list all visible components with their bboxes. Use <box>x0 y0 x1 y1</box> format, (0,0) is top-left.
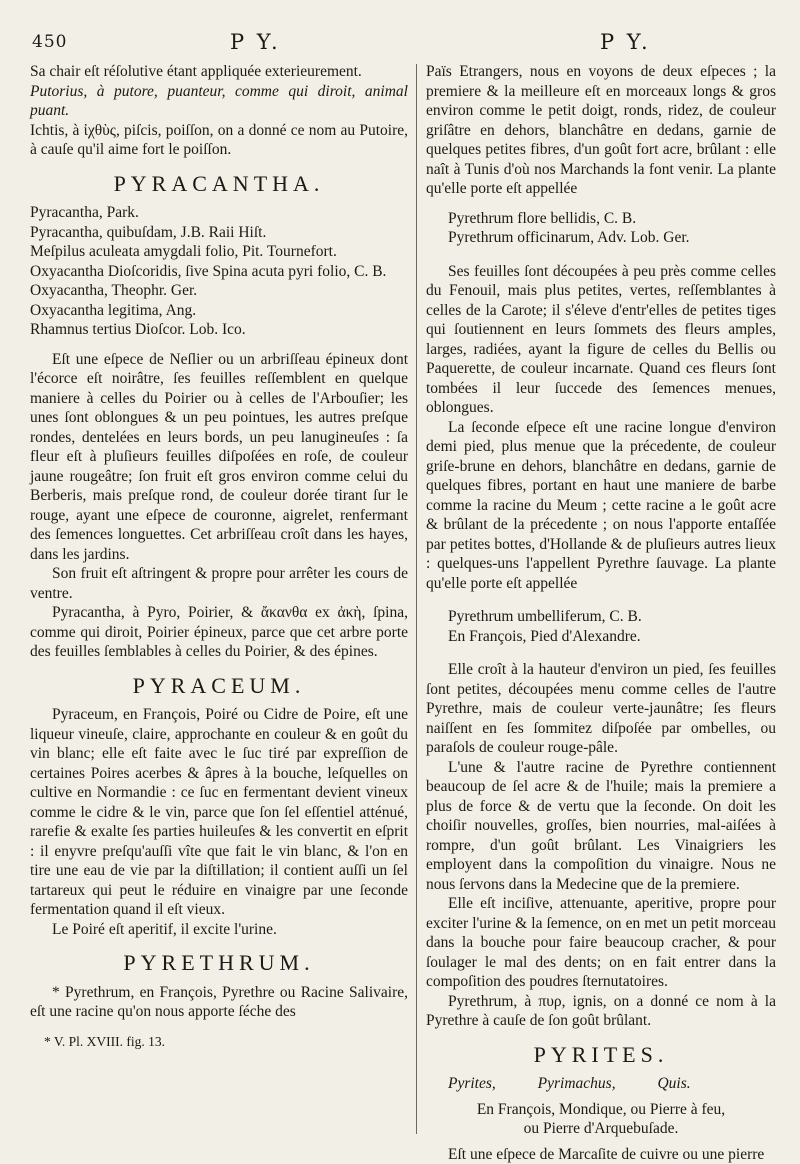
left-column <box>30 62 408 1051</box>
synonym-list <box>30 203 408 340</box>
synonym: Pyrethrum umbelliferum, C. B. <box>426 607 776 627</box>
intro-line: Sa chair eſt réſolutive étant appliquée exterieurement. <box>30 62 408 82</box>
entry-heading-pyrethrum: PYRETHRUM. <box>30 953 408 973</box>
synonym: Oxyacantha Dioſcoridis, ſive Spina acuta pyri folio, C. B. <box>30 262 408 282</box>
entry-heading-pyracantha: PYRACANTHA. <box>30 174 408 194</box>
paragraph: Ses feuilles ſont découpées à peu près comme celles du Fenouil, mais plus petites, vertes, reſſemblantes à celles de la Carote; il s'éleve d'entr'elles de petites tiges qui ſoutiennent en leurs ſommets des fleurs amples, larges, radiées, ayant la figure de celles du Bellis ou Paquerette, de couleur incarnate. Quand ces fleurs ſont tombées il leur ſuccede des ſemences menues, oblongues. <box>426 262 776 418</box>
synonym: Pyracantha, Park. <box>30 203 408 223</box>
paragraph: Elle eſt inciſive, attenuante, aperitive, propre pour exciter l'urine & la ſemence, on en met un petit morceau dans la bouche pour faire beaucoup cracher, & pour ſoulager le mal des dents; on en fait entrer dans la compoſition des poudres ſternutatoires. <box>426 894 776 992</box>
pyrites-name: Quis. <box>657 1075 690 1092</box>
synonym: Oxyacantha, Theophr. Ger. <box>30 281 408 301</box>
entry-heading-pyraceum: PYRACEUM. <box>30 676 408 696</box>
paragraph: Elle croît à la hauteur d'environ un pied, ſes feuilles ſont petites, découpées menu comme celles de l'autre Pyrethre, mais de couleur verte-jaunâtre; ſes fleurs naiſſent en ſes ſommitez diſpoſée par ombelles, ou paraſols de couleur rouge-pâle. <box>426 660 776 758</box>
paragraph: Le Poiré eſt aperitif, il excite l'urine. <box>30 920 408 940</box>
running-head-left: P Y. <box>230 30 281 54</box>
entry-heading-pyrites: PYRITES. <box>426 1045 776 1065</box>
synonym: Oxyacantha legitima, Ang. <box>30 301 408 321</box>
pyrites-name: Pyrimachus, <box>538 1075 616 1092</box>
column-divider <box>416 64 417 1134</box>
synonym: Rhamnus tertius Dioſcor. Lob. Ico. <box>30 320 408 340</box>
running-head-right: P Y. <box>600 30 651 54</box>
pyrites-name: Pyrites, <box>448 1075 496 1092</box>
paragraph: Pyracantha, à Pyro, Poirier, & ἄκανθα ex ἀκὴ, ſpina, comme qui diroit, Poirier épineux, parce que cet arbre porte des feuilles ſemblables à celles du Poirier, & des épines. <box>30 603 408 662</box>
paragraph: Pyraceum, en François, Poiré ou Cidre de Poire, eſt une liqueur vineuſe, claire, approchante en couleur & en goût du vin blanc; elle eſt faite avec le ſuc tiré par expreſſion de certaines Poires acerbes & âpres à la bouche, leſquelles on cultive en Normandie : ce ſuc en fermentant devient vineux comme le cidre & le vin, parce que ſon ſel eſſentiel atténué, rarefie & exalte ſes parties huileuſes & les convertit en eſprit : il enyvre preſqu'auſſi vîte que fait le vin blanc, & l'on en tire une eau de vie par la diſtillation; il contient auſſi un ſel tartareux qui peut le réduire en vinaigre par une ſeconde fermentation quand il eſt vieux. <box>30 705 408 920</box>
paragraph: La ſeconde eſpece eſt une racine longue d'environ demi pied, plus menue que la précedente, de couleur griſe-brune en dehors, blanchâtre en dedans, garnie de quelques fibres, portant en haut une maniere de barbe comme la racine du Meum ; cette racine a le goût acre & brûlant de la précedente ; on nous l'apporte entaſſée par petites bottes, d'Hollande & de pluſieurs autres lieux : quelques-uns l'appellent Pyrethre ſauvage. La plante qu'elle porte eſt appellée <box>426 418 776 594</box>
french-name: En François, Mondique, ou Pierre à feu, <box>426 1100 776 1120</box>
page-header <box>30 30 776 58</box>
pyrites-names <box>426 1074 776 1094</box>
paragraph: Païs Etrangers, nous en voyons de deux eſpeces ; la premiere & la meilleure eſt en morceaux longs & gros environ comme le petit doigt, ronds, ridez, de couleur griſâtre en dehors, blanchâtre en dedans, garnie de quelques petites fibres, d'un goût fort acre, brûlant : elle naît à Tunis d'où nos Marchands la font venir. La plante qu'elle porte eſt appellée <box>426 62 776 199</box>
footnote: * V. Pl. XVIII. fig. 13. <box>30 1032 408 1052</box>
intro-line: Ichtis, à ἰχθὺς, piſcis, poiſſon, on a donné ce nom au Putoire, à cauſe qu'il aime fort le poiſſon. <box>30 121 408 160</box>
page-number: 450 <box>32 32 67 52</box>
paragraph: Eſt une eſpece de Neſlier ou un arbriſſeau épineux dont l'écorce eſt noirâtre, ſes feuilles reſſemblent en quelque maniere à celles du Poirier ou à celles de l'Arbouſier; les unes ſont oblongues & un peu pointues, les autres preſque rondes, dentelées en leurs bords, un peu lanugineuſes : ſa fleur eſt à pluſieurs feuilles diſpoſées en roſe, de couleur jaune rougeâtre; ſon fruit eſt gros environ comme celui du Berberis, mais preſque rond, de couleur dorée tirant ſur le rouge, ayant une eſpece de couronne, aigrelet, renfermant des ſemences longuettes. Cet arbriſſeau croît dans les hayes, dans les jardins. <box>30 350 408 565</box>
synonym: Pyrethrum officinarum, Adv. Lob. Ger. <box>448 228 776 248</box>
french-name: ou Pierre d'Arquebuſade. <box>426 1119 776 1139</box>
paragraph: * Pyrethrum, en François, Pyrethre ou Racine Salivaire, eſt une racine qu'on nous apporte ſéche des <box>30 983 408 1022</box>
synonym: Meſpilus aculeata amygdali folio, Pit. Tournefort. <box>30 242 408 262</box>
french-name: En François, Pied d'Alexandre. <box>426 627 776 647</box>
paragraph: L'une & l'autre racine de Pyrethre contiennent beaucoup de ſel acre & de l'huile; mais la premiere a plus de force & de vertu que la ſeconde. On doit les choiſir nouvelles, groſſes, bien nourries, mal-aiſées à rompre, d'un goût brûlant. Les Vinaigriers les employent dans la compoſition du vinaigre. Nous ne nous ſervons dans la Medecine que de la premiere. <box>426 758 776 895</box>
paragraph: Pyrethrum, à πυρ, ignis, on a donné ce nom à la Pyrethre à cauſe de ſon goût brûlant. <box>426 992 776 1031</box>
synonym: Pyracantha, quibuſdam, J.B. Raii Hiſt. <box>30 223 408 243</box>
right-column <box>426 62 776 1164</box>
paragraph: Son fruit eſt aſtringent & propre pour arrêter les cours de ventre. <box>30 564 408 603</box>
synonym-list <box>426 209 776 248</box>
synonym: Pyrethrum flore bellidis, C. B. <box>448 209 776 229</box>
intro-line: Putorius, à putore, puanteur, comme qui diroit, animal puant. <box>30 82 408 121</box>
paragraph: Eſt une eſpece de Marcaſite de cuivre ou une pierre <box>426 1145 776 1164</box>
